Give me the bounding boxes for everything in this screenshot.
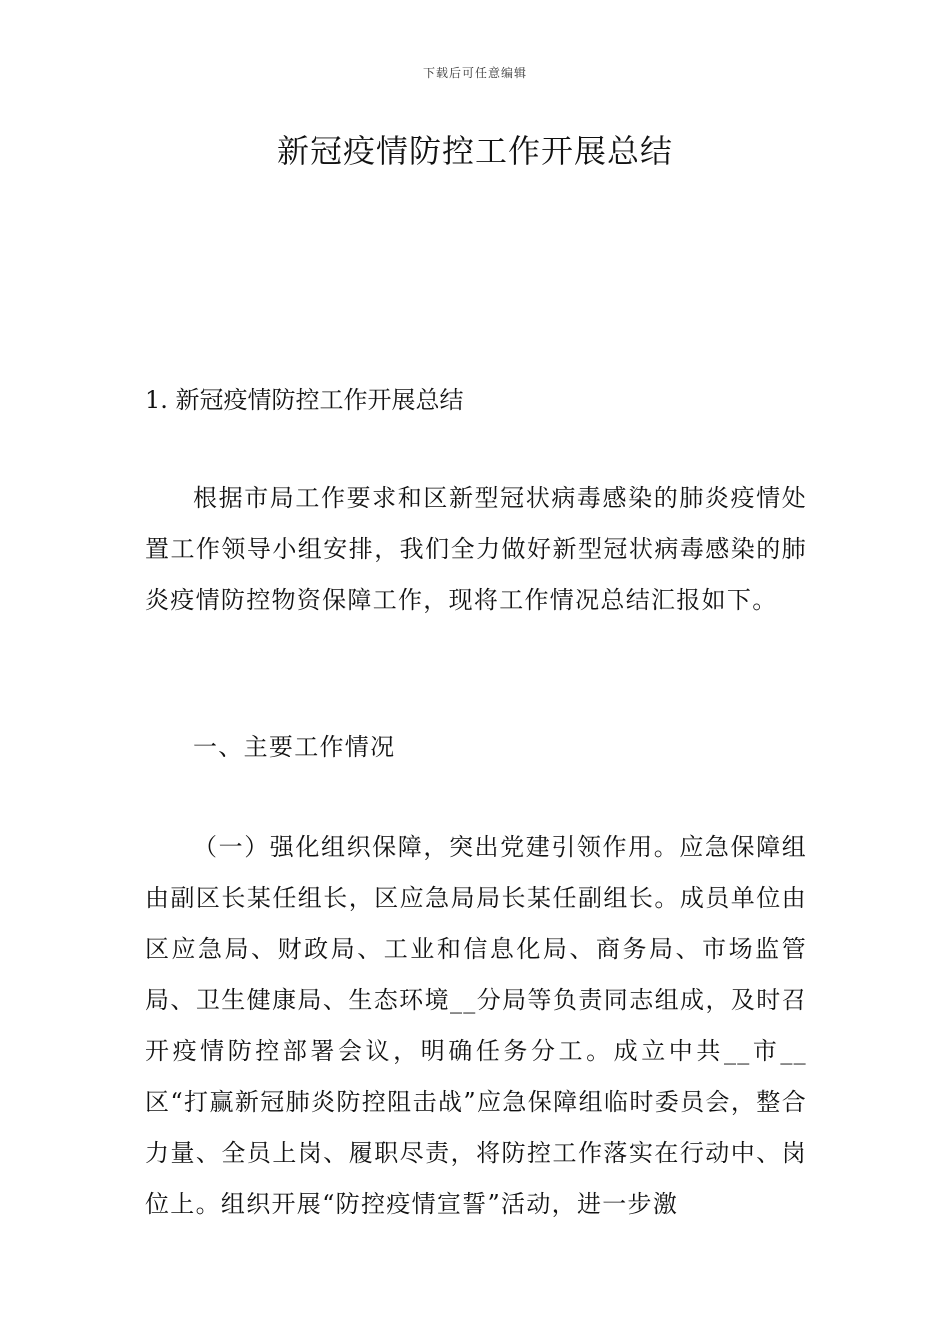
document-title: 新冠疫情防控工作开展总结 <box>276 132 673 170</box>
section-heading: 1. 新冠疫情防控工作开展总结 <box>145 386 464 414</box>
paragraph-subheading: 一、主要工作情况 <box>193 733 396 761</box>
paragraph-organization: （一）强化组织保障，突出党建引领作用。应急保障组由副区长某任组长，区应急局局长某任副组长。成员单位由区应急局、财政局、工业和信息化局、商务局、市场监管局、卫生健康局、生态环境__分局等负责同志组成，及时召开疫情防控部署会议，明确任务分工。成立中共__市__区“打赢新冠肺炎防控阻击战”应急保障组临时委员会，整合力量、全员上岗、履职尽责，将防控工作落实在行动中、岗位上。组织开展“防控疫情宣誓”活动，进一步激 <box>145 833 807 1218</box>
header-note: 下载后可任意编辑 <box>422 66 527 80</box>
paragraph-intro: 根据市局工作要求和区新型冠状病毒感染的肺炎疫情处置工作领导小组安排，我们全力做好新型冠状病毒感染的肺炎疫情防控物资保障工作，现将工作情况总结汇报如下。 <box>145 484 807 614</box>
